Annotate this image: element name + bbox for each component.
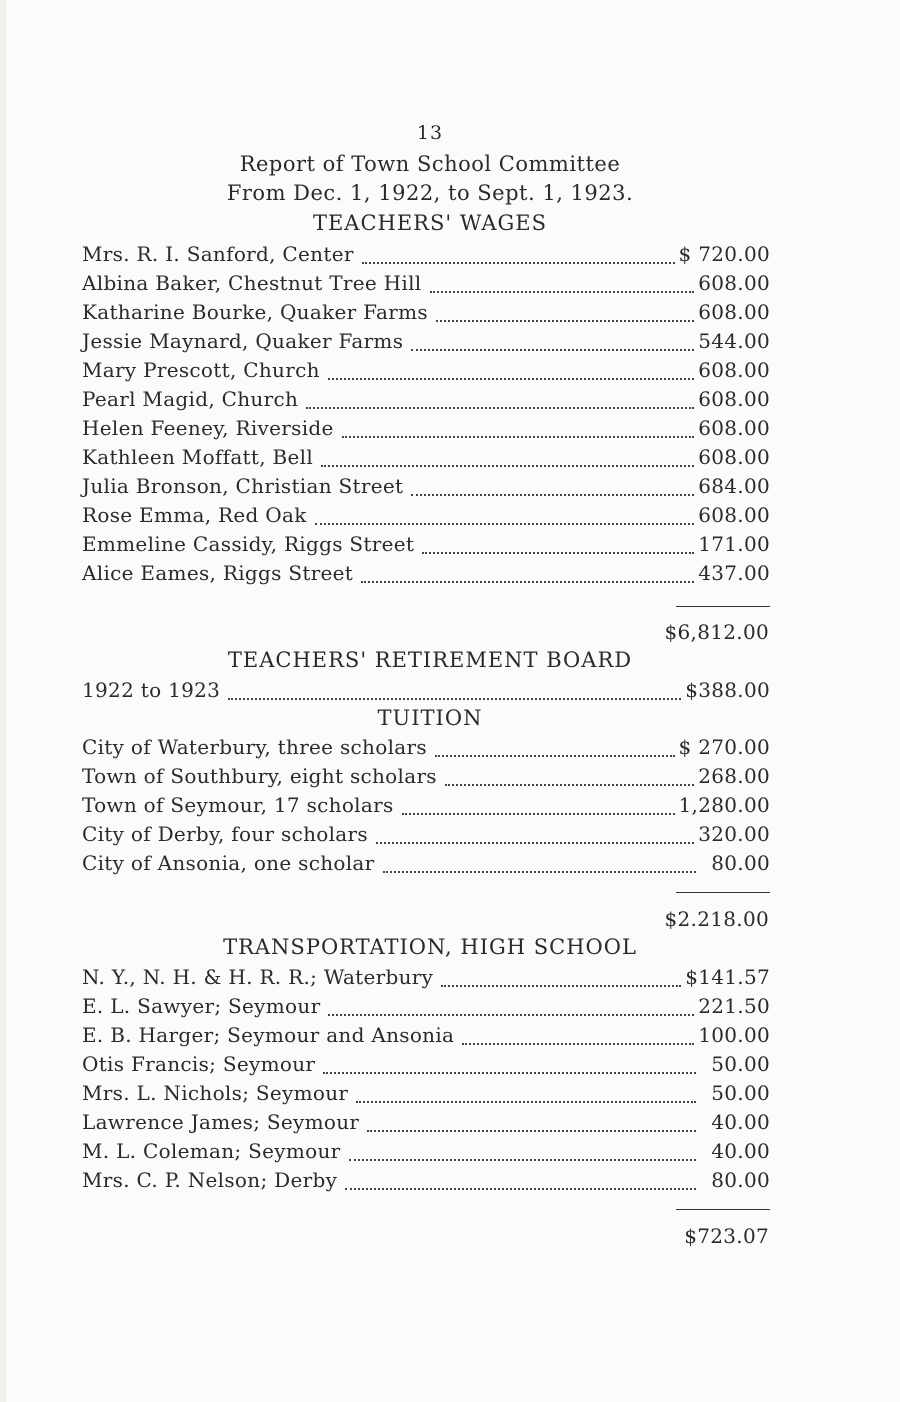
dot-leader xyxy=(328,378,694,380)
row-label: City of Waterbury, three scholars xyxy=(82,735,427,759)
row-amount: 684.00 xyxy=(698,474,770,498)
wage-row xyxy=(82,242,770,271)
dot-leader xyxy=(411,494,694,496)
row-amount: 608.00 xyxy=(698,358,770,382)
dot-leader xyxy=(430,291,695,293)
row-amount: 320.00 xyxy=(698,822,770,846)
dot-leader xyxy=(376,842,694,844)
report-title: Report of Town School Committee xyxy=(239,152,621,176)
wage-row xyxy=(82,503,770,532)
row-amount: $ 720.00 xyxy=(678,242,770,266)
row-label: Mary Prescott, Church xyxy=(82,358,320,382)
row-label: E. L. Sawyer; Seymour xyxy=(82,994,321,1018)
wage-row xyxy=(82,561,770,590)
row-label: N. Y., N. H. & H. R. R.; Waterbury xyxy=(82,965,434,989)
row-amount: 608.00 xyxy=(698,300,770,324)
row-amount: 50.00 xyxy=(711,1081,770,1105)
transportation-row xyxy=(82,1110,770,1139)
total-rule xyxy=(676,606,770,607)
dot-leader xyxy=(441,985,681,987)
dot-leader xyxy=(383,871,696,873)
row-label: Otis Francis; Seymour xyxy=(82,1052,316,1076)
transportation-row xyxy=(82,1168,770,1197)
retirement-row xyxy=(82,678,770,707)
tuition-row xyxy=(82,822,770,851)
dot-leader xyxy=(349,1159,696,1161)
dot-leader xyxy=(356,1101,696,1103)
section-heading-retirement: TEACHERS' RETIREMENT BOARD xyxy=(227,648,633,672)
row-label: Lawrence James; Seymour xyxy=(82,1110,360,1134)
row-label: Emmeline Cassidy, Riggs Street xyxy=(82,532,415,556)
row-label: Katharine Bourke, Quaker Farms xyxy=(82,300,428,324)
row-label: Mrs. L. Nichols; Seymour xyxy=(82,1081,349,1105)
dot-leader xyxy=(323,1072,696,1074)
row-amount: 40.00 xyxy=(711,1139,770,1163)
row-label: City of Derby, four scholars xyxy=(82,822,368,846)
row-amount: 437.00 xyxy=(698,561,770,585)
row-amount: 171.00 xyxy=(698,532,770,556)
row-label: Alice Eames, Riggs Street xyxy=(82,561,354,585)
wage-row xyxy=(82,358,770,387)
dot-leader xyxy=(422,552,694,554)
row-label: Helen Feeney, Riverside xyxy=(82,416,334,440)
row-label: M. L. Coleman; Seymour xyxy=(82,1139,341,1163)
total-rule xyxy=(676,1209,770,1210)
tuition-row xyxy=(82,793,770,822)
dot-leader xyxy=(436,320,694,322)
wage-row xyxy=(82,271,770,300)
row-label: Jessie Maynard, Quaker Farms xyxy=(82,329,404,353)
wage-row xyxy=(82,300,770,329)
wage-row xyxy=(82,416,770,445)
dot-leader xyxy=(306,407,694,409)
row-label: City of Ansonia, one scholar xyxy=(82,851,375,875)
page-number: 13 xyxy=(416,122,444,144)
transportation-row xyxy=(82,1139,770,1168)
row-amount: 100.00 xyxy=(698,1023,770,1047)
wage-row xyxy=(82,387,770,416)
row-amount: 268.00 xyxy=(698,764,770,788)
section-heading-transportation: TRANSPORTATION, HIGH SCHOOL xyxy=(223,935,637,959)
transportation-total: $723.07 xyxy=(684,1224,769,1248)
row-amount: 544.00 xyxy=(698,329,770,353)
row-label: Town of Southbury, eight scholars xyxy=(82,764,437,788)
transportation-row xyxy=(82,965,770,994)
row-label: E. B. Harger; Seymour and Ansonia xyxy=(82,1023,455,1047)
row-amount: $388.00 xyxy=(685,678,770,702)
row-amount: 608.00 xyxy=(698,271,770,295)
transportation-row xyxy=(82,1052,770,1081)
total-rule xyxy=(676,892,770,893)
row-label: Mrs. R. I. Sanford, Center xyxy=(82,242,354,266)
row-amount: 40.00 xyxy=(711,1110,770,1134)
dot-leader xyxy=(435,755,675,757)
row-label: Pearl Magid, Church xyxy=(82,387,299,411)
wages-total: $6,812.00 xyxy=(664,620,769,644)
dot-leader xyxy=(362,262,675,264)
row-amount: 221.50 xyxy=(698,994,770,1018)
row-amount: 80.00 xyxy=(711,1168,770,1192)
transportation-row xyxy=(82,1081,770,1110)
dot-leader xyxy=(321,465,694,467)
wage-row xyxy=(82,329,770,358)
row-amount: 608.00 xyxy=(698,445,770,469)
wage-row xyxy=(82,474,770,503)
row-amount: $ 270.00 xyxy=(678,735,770,759)
row-amount: $141.57 xyxy=(685,965,770,989)
tuition-row xyxy=(82,735,770,764)
tuition-row xyxy=(82,851,770,880)
dot-leader xyxy=(328,1014,694,1016)
tuition-row xyxy=(82,764,770,793)
dot-leader xyxy=(462,1043,694,1045)
dot-leader xyxy=(315,523,695,525)
dot-leader xyxy=(342,436,695,438)
dot-leader xyxy=(367,1130,696,1132)
dot-leader xyxy=(445,784,694,786)
transportation-row xyxy=(82,1023,770,1052)
dot-leader xyxy=(411,349,694,351)
wage-row xyxy=(82,532,770,561)
dot-leader xyxy=(361,581,694,583)
row-amount: 608.00 xyxy=(698,503,770,527)
dot-leader xyxy=(345,1188,696,1190)
row-amount: 608.00 xyxy=(698,416,770,440)
report-date-range: From Dec. 1, 1922, to Sept. 1, 1923. xyxy=(226,181,634,205)
transportation-row xyxy=(82,994,770,1023)
section-heading-tuition: TUITION xyxy=(377,706,483,730)
row-amount: 1,280.00 xyxy=(678,793,770,817)
dot-leader xyxy=(228,698,681,700)
row-label: Kathleen Moffatt, Bell xyxy=(82,445,314,469)
dot-leader xyxy=(402,813,675,815)
tuition-total: $2.218.00 xyxy=(664,907,769,931)
row-label: Albina Baker, Chestnut Tree Hill xyxy=(82,271,422,295)
row-label: 1922 to 1923 xyxy=(82,678,221,702)
row-amount: 80.00 xyxy=(711,851,770,875)
row-label: Julia Bronson, Christian Street xyxy=(82,474,404,498)
row-label: Mrs. C. P. Nelson; Derby xyxy=(82,1168,338,1192)
row-label: Town of Seymour, 17 scholars xyxy=(82,793,394,817)
row-amount: 608.00 xyxy=(698,387,770,411)
wage-row xyxy=(82,445,770,474)
row-amount: 50.00 xyxy=(711,1052,770,1076)
row-label: Rose Emma, Red Oak xyxy=(82,503,307,527)
section-heading-wages: TEACHERS' WAGES xyxy=(312,211,548,235)
